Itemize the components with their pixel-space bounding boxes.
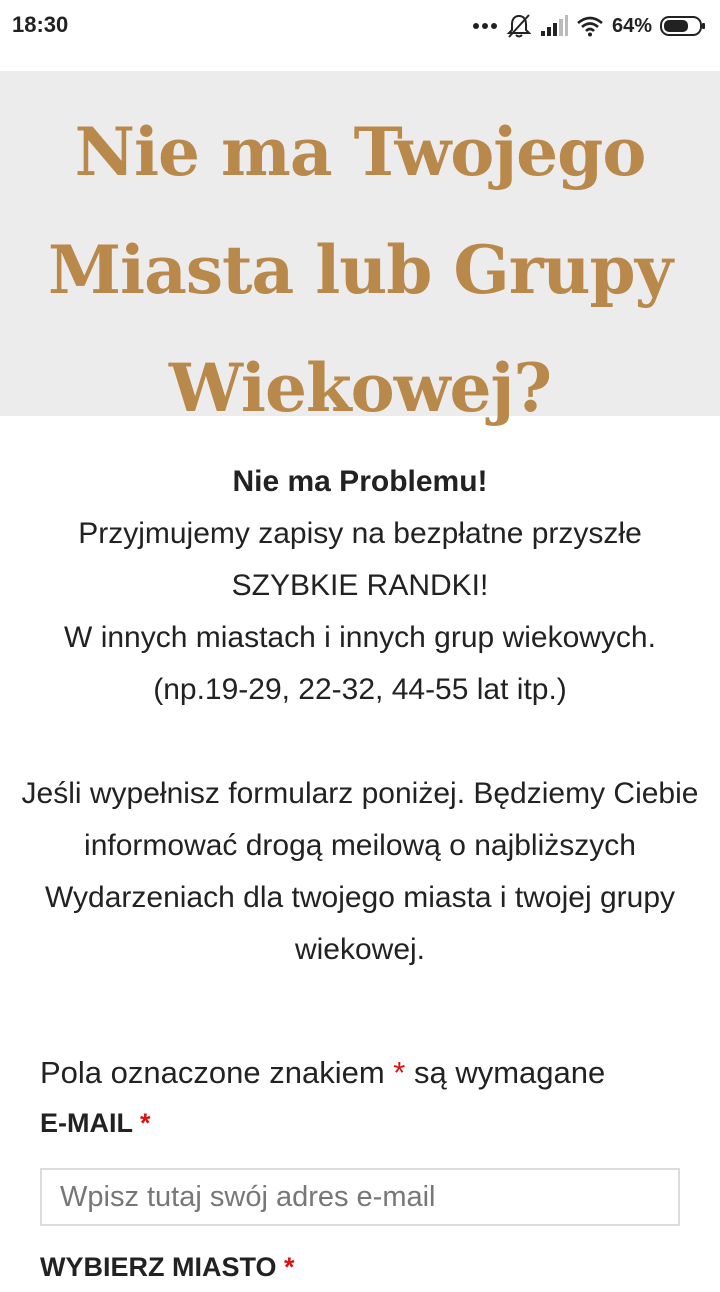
status-time: 18:30: [12, 12, 69, 37]
email-label: [40, 1098, 680, 1148]
intro-line-1: Przyjmujemy zapisy na bezpłatne przyszłe: [78, 517, 642, 550]
email-label-text: E-MAIL: [40, 1108, 133, 1138]
required-star: *: [393, 1055, 406, 1090]
required-note-suffix: są wymagane: [413, 1055, 606, 1090]
intro-paragraph-2: Jeśli wypełnisz formularz poniżej. Będziemy Ciebie informować drogą meilową o najbliższych Wydarzeniach dla twojego miasta i twojej grupy wiekowej.: [21, 777, 699, 966]
more-dots-icon: [472, 22, 498, 30]
intro-headline: Nie ma Problemu!: [232, 465, 488, 498]
spacer: [0, 716, 720, 768]
battery-icon: [660, 15, 706, 37]
required-fields-note: [40, 1048, 680, 1098]
email-field[interactable]: [40, 1168, 680, 1226]
email-required-star: *: [140, 1108, 151, 1138]
intro-line-4: (np.19-29, 22-32, 44-55 lat itp.): [153, 673, 567, 706]
battery-level: 64%: [611, 14, 652, 37]
required-note-prefix: Pola oznaczone znakiem: [40, 1055, 385, 1090]
intro-line-2: SZYBKIE RANDKI!: [231, 569, 489, 602]
status-icons: [472, 10, 706, 42]
intro-line-3: W innych miastach i innych grup wiekowych.: [64, 621, 656, 654]
notifications-off-icon: [506, 13, 532, 39]
city-required-star: *: [284, 1252, 295, 1282]
signal-icon: [540, 15, 568, 37]
hero-banner: [0, 71, 720, 427]
city-label-text: WYBIERZ MIASTO: [40, 1252, 277, 1282]
city-label: [40, 1242, 680, 1292]
intro-text: [0, 456, 720, 976]
status-bar: [0, 0, 720, 52]
page-title: Nie ma Twojego Miasta lub Grupy Wiekowej?: [47, 113, 673, 427]
wifi-icon: [576, 15, 604, 37]
signup-form: [40, 1048, 680, 1292]
